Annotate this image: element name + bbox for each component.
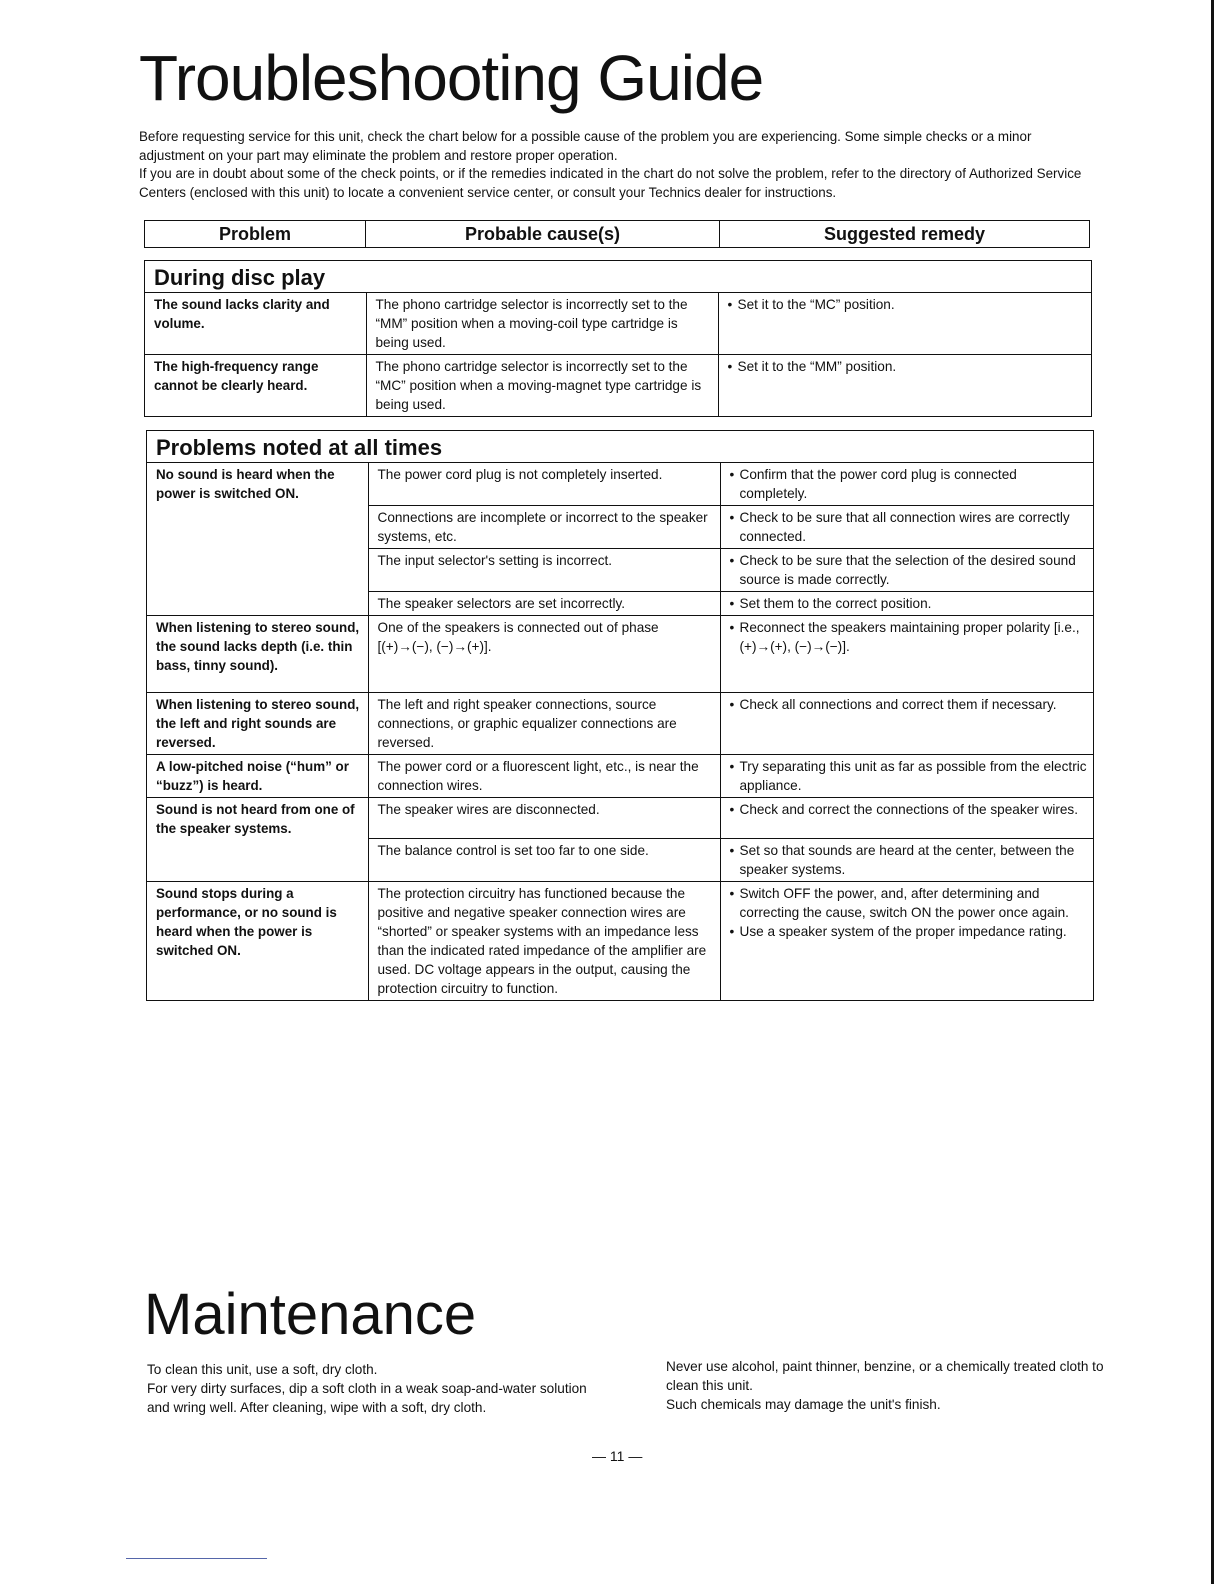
- table-row: [147, 798, 1093, 839]
- page-title: Troubleshooting Guide: [139, 42, 764, 114]
- remedy-text: Set them to the correct position.: [739, 596, 932, 611]
- intro-paragraph: If you are in doubt about some of the check points, or if the remedies indicated in the chart do not solve the problem, refer to the directory of Authorized Service Centers (enclosed with this unit) to locate a convenient service center, or consult your Technics dealer for instructions.: [139, 166, 1082, 200]
- remedy-text: Switch OFF the power, and, after determining and correcting the cause, switch ON the power once again.: [739, 886, 1069, 920]
- section-during-disc-play: [144, 260, 1092, 417]
- table-row: [145, 293, 1091, 355]
- remedy-cell: • Check all connections and correct them if necessary.: [720, 693, 1093, 755]
- remedy-cell: • Switch OFF the power, and, after determining and correcting the cause, switch ON the power once again. • Use a speaker system of the proper impedance rating.: [720, 882, 1093, 1001]
- remedy-text: Set so that sounds are heard at the center, between the speaker systems.: [739, 843, 1075, 877]
- table-row: [147, 616, 1093, 693]
- problem-cell: When listening to stereo sound, the left and right sounds are reversed.: [147, 693, 368, 755]
- problem-cell: No sound is heard when the power is switched ON.: [147, 463, 368, 616]
- cause-cell: The power cord or a fluorescent light, etc., is near the connection wires.: [368, 755, 720, 798]
- cause-cell: The speaker wires are disconnected.: [368, 798, 720, 839]
- cause-cell: The protection circuitry has functioned because the positive and negative speaker connection wires are “shorted” or speaker systems with an impedance less than the indicated rated impedance of the amplifier are used. DC voltage appears in the output, causing the protection circuitry to function.: [368, 882, 720, 1001]
- remedy-text: Use a speaker system of the proper impedance rating.: [739, 924, 1067, 939]
- remedy-cell: • Check and correct the connections of the speaker wires.: [720, 798, 1093, 839]
- header-cause: Probable cause(s): [366, 221, 720, 247]
- remedy-cell: • Confirm that the power cord plug is connected completely.: [720, 463, 1093, 506]
- remedy-cell: • Check to be sure that the selection of the desired sound source is made correctly.: [720, 549, 1093, 592]
- table-row: [147, 755, 1093, 798]
- remedy-text: Try separating this unit as far as possible from the electric appliance.: [739, 759, 1087, 793]
- maintenance-paragraph: Such chemicals may damage the unit's finish.: [666, 1397, 941, 1412]
- remedy-text: Set it to the “MM” position.: [737, 359, 897, 374]
- remedy-text: Set it to the “MC” position.: [737, 297, 895, 312]
- remedy-text: Check and correct the connections of the speaker wires.: [739, 802, 1079, 817]
- header-problem: Problem: [145, 221, 366, 247]
- table-row: [145, 355, 1091, 417]
- problem-cell: Sound is not heard from one of the speaker systems.: [147, 798, 368, 882]
- maintenance-paragraph: Never use alcohol, paint thinner, benzine, or a chemically treated cloth to clean this unit.: [666, 1359, 1104, 1393]
- problem-cell: A low-pitched noise (“hum” or “buzz”) is heard.: [147, 755, 368, 798]
- problem-cell: Sound stops during a performance, or no sound is heard when the power is switched ON.: [156, 886, 337, 958]
- section-problems-all-times: [146, 430, 1094, 1001]
- remedy-cell: • Set it to the “MM” position.: [718, 355, 1091, 417]
- maintenance-title: Maintenance: [144, 1282, 477, 1347]
- table-header: [144, 220, 1090, 248]
- maintenance-paragraph: For very dirty surfaces, dip a soft cloth in a weak soap-and-water solution and wring well. After cleaning, wipe with a soft, dry cloth.: [147, 1381, 587, 1415]
- remedy-cell: • Set so that sounds are heard at the center, between the speaker systems.: [720, 839, 1093, 882]
- trouble-table: [145, 293, 1091, 416]
- table-row: [147, 882, 1093, 1001]
- cause-cell: The power cord plug is not completely inserted.: [368, 463, 720, 506]
- maintenance-left-text: [147, 1360, 587, 1417]
- cause-cell: The input selector's setting is incorrect.: [368, 549, 720, 592]
- trouble-table: [147, 463, 1093, 1000]
- remedy-text: Check to be sure that the selection of the desired sound source is made correctly.: [739, 553, 1076, 587]
- remedy-cell: • Reconnect the speakers maintaining proper polarity [i.e., (+)→(+), (−)→(−)].: [720, 616, 1093, 693]
- remedy-text: Check to be sure that all connection wires are correctly connected.: [739, 510, 1070, 544]
- table-row: [147, 463, 1093, 506]
- page-edge-rule: [1211, 0, 1214, 1584]
- cause-cell: The balance control is set too far to one side.: [368, 839, 720, 882]
- footer-rule: [126, 1558, 267, 1559]
- remedy-text: Check all connections and correct them if necessary.: [739, 697, 1057, 712]
- remedy-text: Reconnect the speakers maintaining proper polarity [i.e., (+)→(+), (−)→(−)].: [739, 620, 1080, 654]
- table-row: [147, 693, 1093, 755]
- cause-cell: The left and right speaker connections, source connections, or graphic equalizer connections are reversed.: [368, 693, 720, 755]
- intro-paragraph: Before requesting service for this unit, check the chart below for a possible cause of the problem you are experiencing. Some simple checks or a minor adjustment on your part may eliminate the problem and restore proper operation.: [139, 129, 1032, 163]
- cause-cell: The speaker selectors are set incorrectly.: [368, 592, 720, 616]
- maintenance-right-text: [666, 1357, 1106, 1414]
- remedy-cell: • Try separating this unit as far as possible from the electric appliance.: [720, 755, 1093, 798]
- section-title: During disc play: [145, 261, 1091, 293]
- cause-cell: The phono cartridge selector is incorrectly set to the “MC” position when a moving-magnet type cartridge is being used.: [366, 355, 718, 417]
- maintenance-paragraph: To clean this unit, use a soft, dry cloth.: [147, 1362, 378, 1377]
- cause-cell: Connections are incomplete or incorrect to the speaker systems, etc.: [368, 506, 720, 549]
- problem-cell: When listening to stereo sound, the sound lacks depth (i.e. thin bass, tinny sound).: [147, 616, 368, 693]
- remedy-cell: • Set it to the “MC” position.: [718, 293, 1091, 355]
- cause-cell: The phono cartridge selector is incorrectly set to the “MM” position when a moving-coil type cartridge is being used.: [366, 293, 718, 355]
- problem-cell: The sound lacks clarity and volume.: [154, 297, 330, 331]
- page-number: — 11 —: [592, 1448, 643, 1464]
- intro-text: [139, 128, 1099, 202]
- remedy-cell: • Set them to the correct position.: [720, 592, 1093, 616]
- remedy-text: Confirm that the power cord plug is connected completely.: [739, 467, 1017, 501]
- problem-cell: The high-frequency range cannot be clearly heard.: [145, 355, 366, 417]
- section-title: Problems noted at all times: [147, 431, 1093, 463]
- header-remedy: Suggested remedy: [823, 223, 986, 244]
- cause-cell: One of the speakers is connected out of phase [(+)→(−), (−)→(+)].: [368, 616, 720, 693]
- remedy-cell: • Check to be sure that all connection wires are correctly connected.: [720, 506, 1093, 549]
